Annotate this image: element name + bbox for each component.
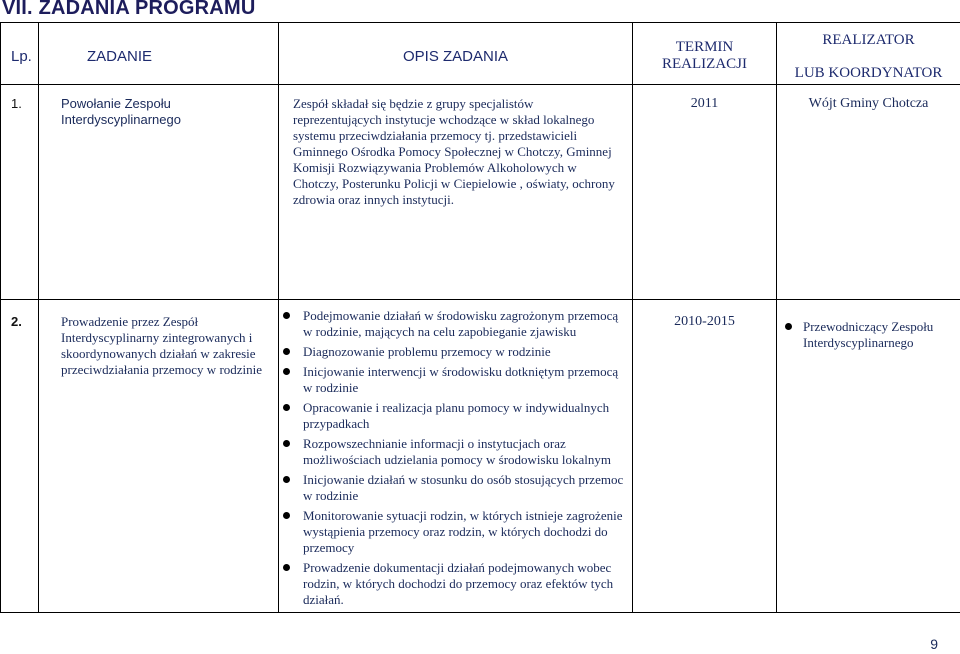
bullet-icon [283, 348, 290, 355]
header-opis-cell [279, 23, 633, 85]
bullet-icon [283, 476, 290, 483]
header-termin-line1: TERMIN [675, 39, 734, 55]
list-item: Podejmowanie działań w środowisku zagrożonym przemocą w rodzinie, mających na celu zapobieganie zjawisku [303, 308, 626, 340]
list-item: Inicjowanie interwencji w środowisku dotkniętym przemocą w rodzinie [303, 364, 626, 396]
row1-realizator: Wójt Gminy Chotcza [777, 85, 960, 300]
table-row [1, 300, 960, 613]
row2-lp: 2. [1, 300, 39, 613]
header-termin-cell [633, 23, 777, 85]
page-number: 9 [930, 636, 938, 652]
list-item: Opracowanie i realizacja planu pomocy w indywidualnych przypadkach [303, 400, 626, 432]
header-lp-cell [1, 23, 39, 85]
bullet-icon [283, 404, 290, 411]
row2-zadanie: Prowadzenie przez Zespół Interdyscyplinarny zintegrowanych i skoordynowanych działań w zakresie przeciwdziałania przemocy w rodzinie [39, 300, 279, 613]
list-item: Monitorowanie sytuacji rodzin, w których istnieje zagrożenie wystąpienia przemocy oraz rodzin, w których dochodzi do przemocy [303, 508, 626, 556]
list-item: Inicjowanie działań w stosunku do osób stosujących przemoc w rodzinie [303, 472, 626, 504]
row1-termin: 2011 [633, 85, 777, 300]
list-item: Diagnozowanie problemu przemocy w rodzinie [303, 344, 626, 360]
activity-list [279, 300, 632, 608]
bullet-icon [283, 312, 290, 319]
table-row [1, 85, 960, 300]
header-termin [633, 39, 776, 73]
row1-zadanie: Powołanie Zespołu Interdyscyplinarnego [39, 85, 279, 300]
header-lp: Lp. [11, 48, 32, 65]
bullet-icon [283, 512, 290, 519]
list-item: Rozpowszechnianie informacji o instytucjach oraz możliwościach udzielania pomocy w środowisku lokalnym [303, 436, 626, 468]
header-koordynator: LUB KOORDYNATOR [794, 65, 943, 81]
bullet-icon [283, 368, 290, 375]
table-header-row [1, 23, 960, 85]
header-realizator: REALIZATOR [822, 32, 915, 48]
bullet-icon [785, 323, 792, 330]
row2-termin: 2010-2015 [633, 300, 777, 613]
bullet-icon [283, 564, 290, 571]
bullet-icon [283, 440, 290, 447]
row1-lp: 1. [1, 85, 39, 300]
header-opis: OPIS ZADANIA [402, 48, 509, 65]
header-zadanie: ZADANIE [87, 48, 153, 65]
header-termin-line2: REALIZACJI [662, 56, 747, 72]
row2-realizator: Przewodniczący Zespołu Interdyscyplinarnego [777, 319, 960, 351]
program-tasks-table [0, 22, 960, 613]
section-heading: VII. ZADANIA PROGRAMU [2, 0, 256, 19]
row2-opis [279, 300, 633, 613]
header-zadanie-cell [39, 23, 279, 85]
list-item: Prowadzenie dokumentacji działań podejmowanych wobec rodzin, w których dochodzi do przemocy oraz efektów tych działań. [303, 560, 626, 608]
row1-opis: Zespół składał się będzie z grupy specjalistów reprezentujących instytucje wchodzące w skład lokalnego systemu przeciwdziałania przemocy tj. przedstawicieli Gminnego Ośrodka Pomocy Społecznej w Chotczy, Gminnej Komisji Rozwiązywania Problemów Alkoholowych w Chotczy, Posterunku Policji w Ciepielowie , oświaty, ochrony zdrowia oraz innych instytucji. [279, 85, 633, 300]
header-realizator-cell [777, 23, 960, 85]
row2-realizator-cell [777, 300, 960, 613]
